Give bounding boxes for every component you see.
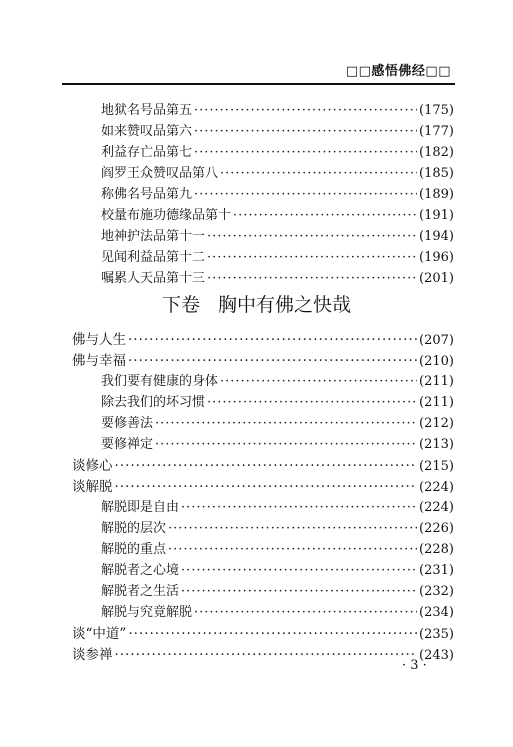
toc-entry-page: (231) [419,563,454,578]
toc-entry-page: (243) [419,648,454,663]
toc-subentry[interactable] [101,433,454,453]
dot-leader [168,521,417,536]
dot-leader [194,605,417,620]
toc-entry-title: 如来赞叹品第六 [101,124,193,139]
toc-entry-page: (191) [419,208,454,223]
page-number: · 3 · [402,658,427,673]
toc-entry-title: 我们要有健康的身体 [101,374,219,389]
toc-entry-page: (175) [419,103,454,118]
toc-entry-page: (182) [419,145,454,160]
dot-leader [207,250,417,265]
dot-leader [155,416,417,431]
toc-entry-page: (235) [419,627,454,642]
toc-entry-page: (234) [419,605,454,620]
dot-leader [207,395,417,410]
dot-leader [115,458,418,474]
toc-entry-title: 解脱与究竟解脱 [101,605,193,620]
toc-subentry[interactable] [101,412,454,432]
dot-leader [194,145,417,160]
toc-subentry[interactable] [101,580,454,600]
toc-entry-page: (226) [419,521,454,536]
toc-subentry[interactable] [101,517,454,537]
toc-entry-title: 利益存亡品第七 [101,145,193,160]
toc-entry[interactable] [101,162,454,182]
toc-entry-page: (189) [419,187,454,202]
toc-entry[interactable] [101,246,454,266]
toc-entry[interactable] [72,622,454,642]
toc-entry-page: (207) [419,333,454,348]
toc-entry-title: 谈参禅 [72,647,113,663]
toc-entry-title: 谈解脱 [72,479,113,495]
section-heading [0,290,513,317]
toc-entry-title: 阎罗王众赞叹品第八 [101,166,219,181]
toc-entry-title: 解脱的重点 [101,542,167,557]
dot-leader [155,437,417,452]
toc-entry[interactable] [72,328,454,348]
dot-leader [194,187,417,202]
toc-subentry[interactable] [101,391,454,411]
toc-entry-page: (211) [419,374,454,389]
toc-entry-title: 解脱的层次 [101,521,167,536]
toc-entry-page: (228) [419,542,454,557]
toc-entry-title: 见闻利益品第十二 [101,250,206,265]
dot-leader [181,563,417,578]
toc-entry[interactable] [101,99,454,119]
dot-leader [220,166,417,181]
dot-leader [194,124,417,139]
toc-entry-page: (210) [419,354,454,369]
section-title: 胸中有佛之快哉 [218,294,352,316]
toc-entry[interactable] [72,643,454,663]
toc-entry-title: 要修善法 [101,416,154,431]
toc-entry-page: (224) [419,500,454,515]
toc-entry-page: (212) [419,416,454,431]
toc-entry-page: (201) [419,271,454,286]
dot-leader [181,584,417,599]
toc-entry-title: 佛与人生 [72,332,126,348]
toc-entry[interactable] [101,225,454,245]
toc-entry-page: (232) [419,584,454,599]
header-rule [62,83,455,85]
dot-leader [181,500,417,515]
toc-entry-title: 地狱名号品第五 [101,103,193,118]
toc-entry-title: 除去我们的坏习惯 [101,395,206,410]
toc-entry[interactable] [101,267,454,287]
toc-entry[interactable] [101,120,454,140]
toc-entry-title: 解脱即是自由 [101,500,180,515]
toc-subentry[interactable] [101,559,454,579]
toc-entry-page: (196) [419,250,454,265]
toc-entry-page: (224) [419,480,454,495]
toc-entry-title: 谈修心 [72,458,113,474]
toc-entry-page: (215) [419,459,454,474]
toc-entry[interactable] [101,204,454,224]
dot-leader [168,542,417,557]
toc-entry-page: (177) [419,124,454,139]
dot-leader [207,271,417,286]
dot-leader [128,626,417,642]
running-header: □□感悟佛经□□ [345,64,451,79]
toc-subentry[interactable] [101,538,454,558]
dot-leader [207,229,417,244]
toc-entry-title: 解脱者之生活 [101,584,180,599]
dot-leader [115,479,418,495]
dot-leader [128,353,417,369]
toc-entry[interactable] [101,141,454,161]
dot-leader [115,647,418,663]
toc-subentry[interactable] [101,370,454,390]
toc-entry[interactable] [72,349,454,369]
toc-entry[interactable] [72,475,454,495]
toc-entry[interactable] [101,183,454,203]
toc-entry-page: (213) [419,437,454,452]
dot-leader [233,208,417,223]
toc-entry-title: 要修禅定 [101,437,154,452]
toc-entry-title: 佛与幸福 [72,353,126,369]
toc-entry-title: 谈“中道” [72,626,127,642]
dot-leader [220,374,417,389]
toc-subentry[interactable] [101,496,454,516]
toc-entry-page: (185) [419,166,454,181]
toc-entry-title: 嘱累人天品第十三 [101,271,206,286]
toc-entry-title: 校量布施功德缘品第十 [101,208,232,223]
toc-subentry[interactable] [101,601,454,621]
dot-leader [128,332,417,348]
toc-entry-page: (211) [419,395,454,410]
toc-entry-page: (194) [419,229,454,244]
dot-leader [194,103,417,118]
toc-entry-title: 解脱者之心境 [101,563,180,578]
volume-label: 下卷 [161,294,200,316]
toc-entry-title: 地神护法品第十一 [101,229,206,244]
toc-entry[interactable] [72,454,454,474]
toc-entry-title: 称佛名号品第九 [101,187,193,202]
